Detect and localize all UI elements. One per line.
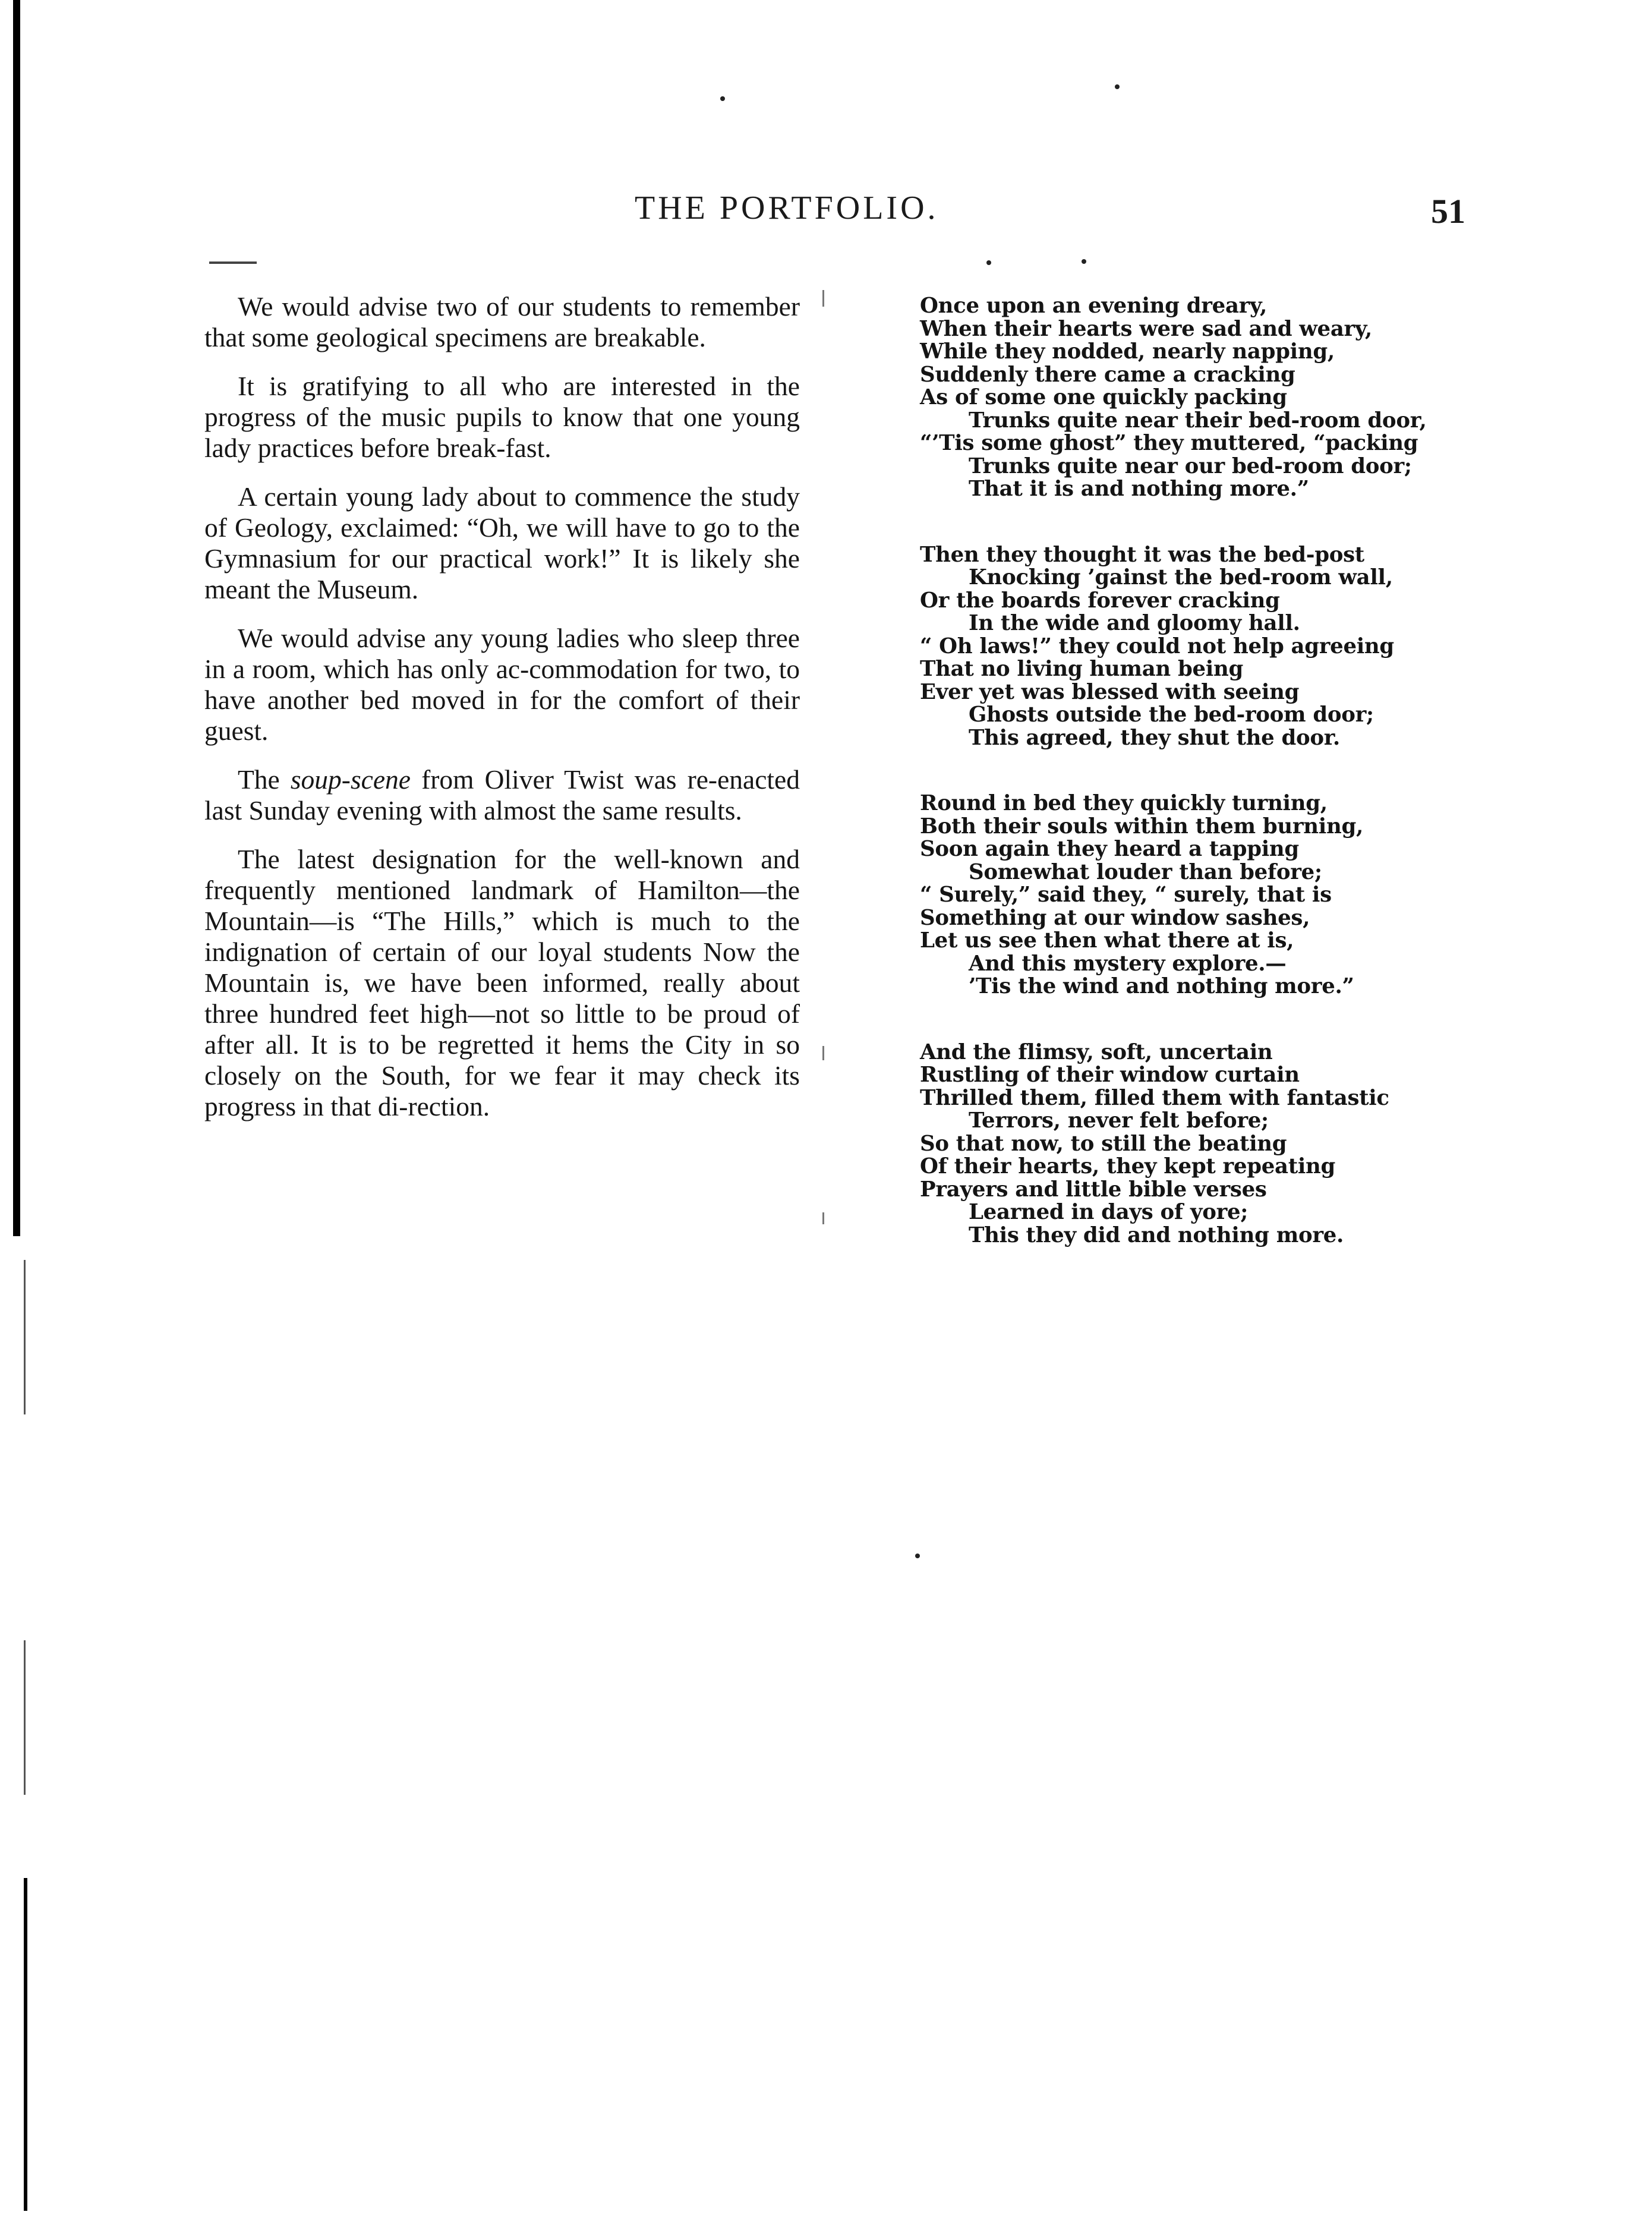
- verse-line: Prayers and little bible verses: [920, 1177, 1267, 1202]
- verse-line: ’Tis the wind and nothing more.”: [969, 974, 1354, 998]
- poem-stanza: [920, 792, 1473, 998]
- verse-line: And this mystery explore.—: [969, 951, 1287, 976]
- poem-stanza: [920, 544, 1473, 750]
- verse-line: While they nodded, nearly napping,: [920, 339, 1335, 364]
- verse-line: Soon again they heard a tapping: [920, 837, 1299, 861]
- page-number: 51: [1431, 192, 1465, 231]
- scan-edge-bottom: [24, 1878, 27, 2211]
- verse-line: Learned in days of yore;: [969, 1200, 1249, 1224]
- header-rule-fragment: [209, 261, 257, 264]
- verse-line: Of their hearts, they kept repeating: [920, 1154, 1336, 1179]
- verse-line: Trunks quite near our bed-room door;: [969, 453, 1412, 478]
- verse-line: In the wide and gloomy hall.: [969, 611, 1300, 635]
- verse-line: That no living human being: [920, 657, 1243, 681]
- speck: [986, 260, 991, 265]
- column-divider-mark: [822, 1212, 824, 1224]
- verse-line: “’Tis some ghost” they muttered, “packing: [920, 431, 1418, 455]
- verse-line: As of some one quickly packing: [920, 385, 1287, 409]
- column-divider-mark: [822, 290, 824, 307]
- verse-line: Somewhat louder than before;: [969, 859, 1322, 884]
- verse-line: Ghosts outside the bed-room door;: [969, 702, 1374, 727]
- verse-line: Both their souls within them burning,: [920, 814, 1364, 839]
- verse-line: Let us see then what there at is,: [920, 928, 1294, 953]
- paragraph: It is gratifying to all who are interested in the progress of the music pupils to know that one young lady practices before break-fast.: [204, 371, 800, 463]
- verse-line: When their hearts were sad and weary,: [920, 316, 1372, 341]
- verse-line: This they did and nothing more.: [969, 1222, 1344, 1247]
- verse-line: Ever yet was blessed with seeing: [920, 679, 1300, 704]
- column-divider-mark: [822, 1046, 824, 1060]
- verse-line: “ Surely,” said they, “ surely, that is: [920, 883, 1332, 907]
- verse-line: Round in bed they quickly turning,: [920, 791, 1328, 815]
- speck: [1115, 84, 1120, 89]
- paragraph-soup-scene: [204, 764, 800, 826]
- running-title: THE PORTFOLIO.: [635, 190, 939, 226]
- speck: [1082, 259, 1086, 264]
- verse-line: Rustling of their window curtain: [920, 1063, 1300, 1087]
- poem: [920, 295, 1473, 1290]
- verse-line: Then they thought it was the bed-post: [920, 542, 1364, 567]
- speck: [720, 96, 725, 101]
- soup-before: The: [238, 764, 291, 795]
- left-column: [204, 291, 800, 1140]
- verse-line: Something at our window sashes,: [920, 905, 1310, 930]
- verse-line: “ Oh laws!” they could not help agreeing: [920, 634, 1394, 658]
- poem-stanza: [920, 295, 1473, 501]
- soup-emphasis: soup-scene: [290, 764, 411, 795]
- page-header: [0, 189, 1652, 237]
- scan-edge-lower: [24, 1640, 26, 1795]
- verse-line: This agreed, they shut the door.: [969, 725, 1340, 750]
- scan-edge-top: [13, 0, 20, 1236]
- verse-line: Knocking ’gainst the bed-room wall,: [969, 565, 1393, 590]
- soup-after: from Oliver Twist was re-enacted last Sunday evening with almost the same results.: [204, 764, 800, 825]
- verse-line: That it is and nothing more.”: [969, 477, 1309, 501]
- paragraph: We would advise two of our students to remember that some geological specimens are breakable.: [204, 291, 800, 352]
- verse-line: So that now, to still the beating: [920, 1131, 1287, 1156]
- poem-stanza: [920, 1041, 1473, 1247]
- verse-line: Trunks quite near their bed-room door,: [969, 408, 1427, 433]
- paragraph: The latest designation for the well-known and frequently mentioned landmark of Hamilton—the Mountain—is “The Hills,” which is much to the indignation of certain of our loyal students Now the Mountain is, we have been informed, really about three hundred feet high—not so little to be proud of after all. It is to be regretted it hems the City in so closely on the South, for we fear it may check its progress in that di-rection.: [204, 844, 800, 1121]
- paragraph: A certain young lady about to commence the study of Geology, exclaimed: “Oh, we will have to go to the Gymnasium for our practical work!” It is likely she meant the Museum.: [204, 481, 800, 604]
- scan-edge-mid: [24, 1260, 26, 1414]
- verse-line: Suddenly there came a cracking: [920, 362, 1295, 387]
- paragraph: We would advise any young ladies who sleep three in a room, which has only ac-commodation for two, to have another bed moved in for the comfort of their guest.: [204, 623, 800, 746]
- verse-line: Terrors, never felt before;: [969, 1108, 1269, 1133]
- verse-line: And the flimsy, soft, uncertain: [920, 1039, 1273, 1064]
- verse-line: Thrilled them, filled them with fantastic: [920, 1085, 1389, 1110]
- speck: [915, 1554, 920, 1558]
- verse-line: Once upon an evening dreary,: [920, 294, 1268, 318]
- verse-line: Or the boards forever cracking: [920, 588, 1280, 613]
